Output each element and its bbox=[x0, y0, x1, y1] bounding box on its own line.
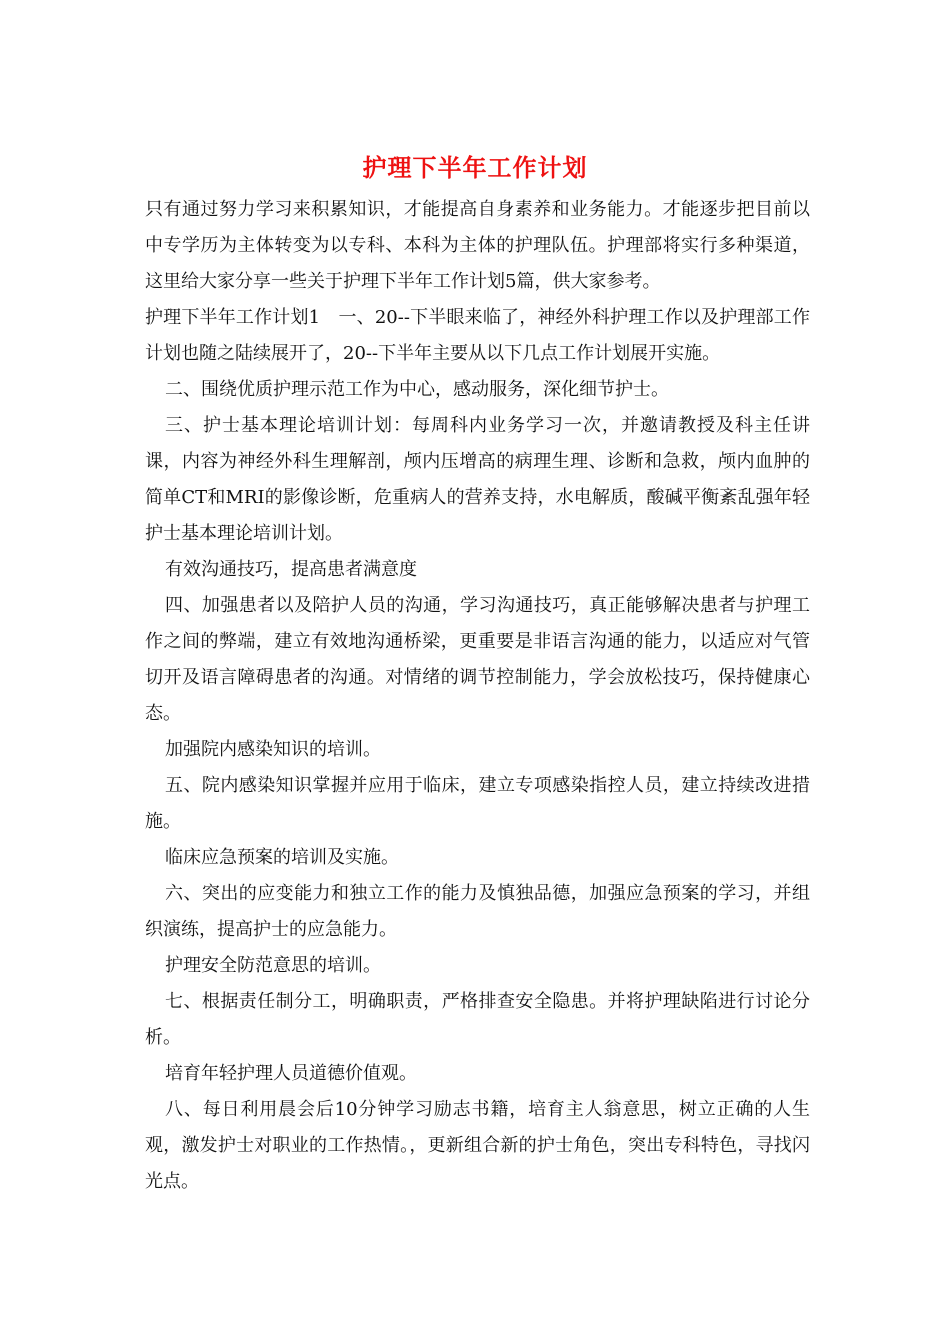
paragraph-item-5: 五、院内感染知识掌握并应用于临床，建立专项感染指控人员，建立持续改进措施。 bbox=[145, 775, 810, 832]
paragraph-item-4: 四、加强患者以及陪护人员的沟通，学习沟通技巧，真正能够解决患者与护理工作之间的弊端，建立有效地沟通桥梁，更重要是非语言沟通的能力，以适应对气管切开及语言障碍患者的沟通。对情绪的调节控制能力，学会放松技巧，保持健康心态。 bbox=[145, 595, 810, 724]
paragraph-plan-1: 护理下半年工作计划1 一、20--下半眼来临了，神经外科护理工作以及护理部工作计划也随之陆续展开了，20--下半年主要从以下几点工作计划展开实施。 bbox=[145, 307, 810, 364]
paragraph-item-6: 六、突出的应变能力和独立工作的能力及慎独品德，加强应急预案的学习，并组织演练，提高护士的应急能力。 bbox=[145, 883, 810, 940]
paragraph-heading-infection: 加强院内感染知识的培训。 bbox=[165, 739, 381, 760]
paragraph-heading-communication: 有效沟通技巧，提高患者满意度 bbox=[165, 559, 417, 580]
document-body bbox=[145, 192, 810, 1200]
paragraph-intro: 只有通过努力学习来积累知识，才能提高自身素养和业务能力。才能逐步把目前以中专学历为主体转变为以专科、本科为主体的护理队伍。护理部将实行多种渠道，这里给大家分享一些关于护理下半年工作计划5篇，供大家参考。 bbox=[145, 199, 810, 292]
paragraph-item-8: 八、每日利用晨会后10分钟学习励志书籍，培育主人翁意思，树立正确的人生观，激发护士对职业的工作热情。，更新组合新的护士角色，突出专科特色，寻找闪光点。 bbox=[145, 1099, 810, 1192]
paragraph-heading-safety: 护理安全防范意思的培训。 bbox=[165, 955, 381, 976]
paragraph-item-2: 二、围绕优质护理示范工作为中心，感动服务，深化细节护士。 bbox=[165, 379, 669, 400]
document-title: 护理下半年工作计划 bbox=[362, 153, 588, 182]
paragraph-heading-ethics: 培育年轻护理人员道德价值观。 bbox=[165, 1063, 417, 1084]
paragraph-heading-emergency: 临床应急预案的培训及实施。 bbox=[165, 847, 399, 868]
paragraph-item-7: 七、根据责任制分工，明确职责，严格排查安全隐患。并将护理缺陷进行讨论分析。 bbox=[145, 991, 810, 1048]
paragraph-item-3: 三、护士基本理论培训计划：每周科内业务学习一次，并邀请教授及科主任讲课，内容为神经外科生理解剖，颅内压增高的病理生理、诊断和急救，颅内血肿的简单CT和MRI的影像诊断，危重病人的营养支持，水电解质，酸碱平衡紊乱强年轻护士基本理论培训计划。 bbox=[145, 415, 810, 544]
